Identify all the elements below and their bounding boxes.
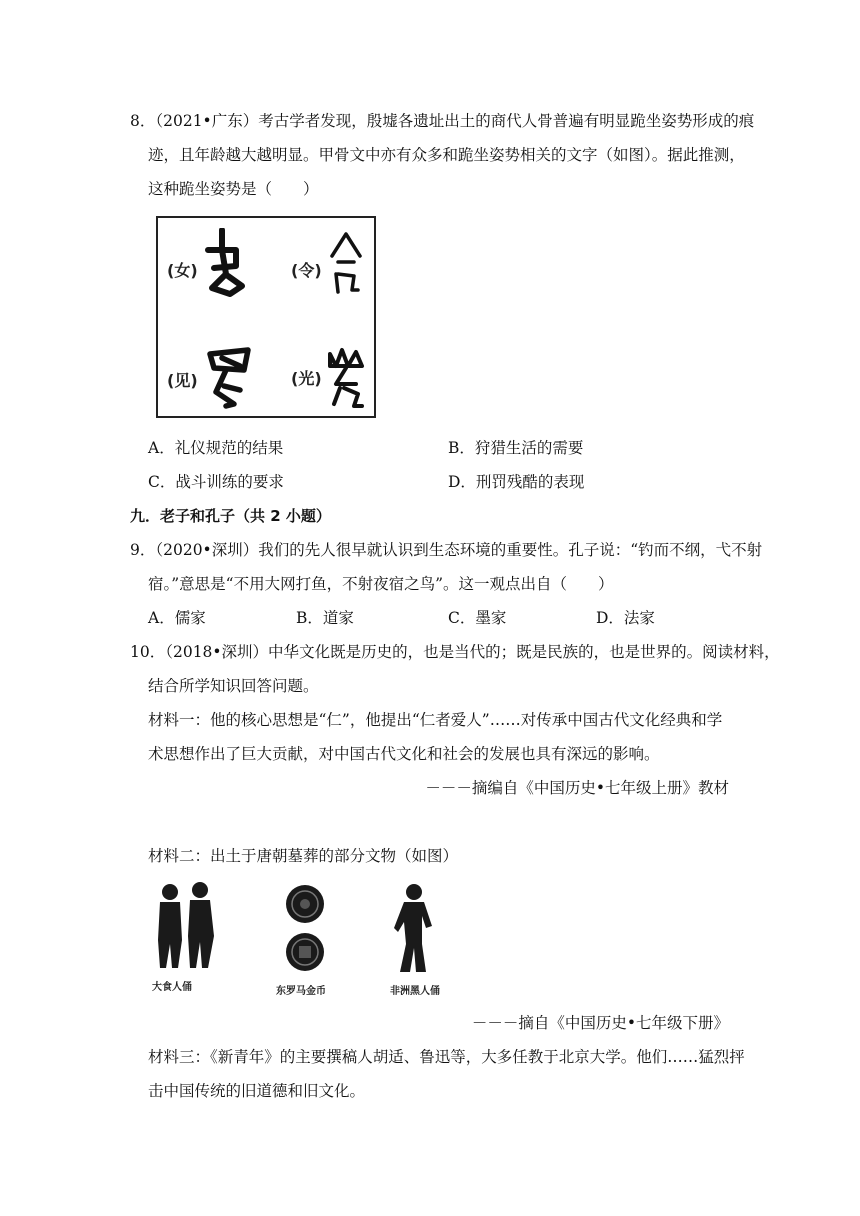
artifact-caption-african: 非洲黑人俑 xyxy=(390,986,440,997)
q10-line1: 10．（2018•深圳）中华文化既是历史的，也是当代的；既是民族的，也是世界的。阅读材料， xyxy=(130,643,780,661)
q9-option-c: C．墨家 xyxy=(448,609,507,627)
q8-option-b: B．狩猎生活的需要 xyxy=(448,439,584,457)
q8-line1: 8．（2021•广东）考古学者发现，殷墟各遗址出土的商代人骨普遍有明显跪坐姿势形成的痕 xyxy=(130,112,755,130)
tang-artifacts-figure xyxy=(148,878,458,998)
artifact-caption-arab: 大食人俑 xyxy=(152,982,192,993)
arab-figurine-image xyxy=(152,880,218,974)
q8-option-a: A．礼仪规范的结果 xyxy=(148,439,284,457)
glyph-label-nv: (女) xyxy=(167,261,198,280)
q9-option-b: B．道家 xyxy=(296,609,354,627)
section-title: 九．老子和孔子（共 2 小题） xyxy=(130,507,331,525)
oracle-bone-figure xyxy=(156,216,376,418)
african-figurine-image xyxy=(388,882,438,978)
q8-line2: 迹，且年龄越大越明显。甲骨文中亦有众多和跪坐姿势相关的文字（如图）。据此推测， xyxy=(148,146,745,164)
q8-line3: 这种跪坐姿势是（ ） xyxy=(148,180,319,198)
oracle-glyph-nv xyxy=(202,228,252,300)
material-2-line1: 材料二：出土于唐朝墓葬的部分文物（如图） xyxy=(148,847,459,865)
material-3-line2: 击中国传统的旧道德和旧文化。 xyxy=(148,1082,366,1100)
q10-line2: 结合所学知识回答问题。 xyxy=(148,677,319,695)
glyph-label-jian: (见) xyxy=(167,371,198,390)
material-3-line1: 材料三：《新青年》的主要撰稿人胡适、鲁迅等，大多任教于北京大学。他们……猛烈抨 xyxy=(148,1048,745,1066)
oracle-glyph-jian xyxy=(204,346,258,410)
q9-line1: 9．（2020•深圳）我们的先人很早就认识到生态环境的重要性。孔子说：“钓而不纲，弋不射 xyxy=(130,541,763,559)
byzantine-coin-image xyxy=(284,882,326,980)
oracle-glyph-guang xyxy=(326,344,368,410)
material-1-source: －－－摘编自《中国历史•七年级上册》教材 xyxy=(425,779,729,797)
material-1-line2: 术思想作出了巨大贡献，对中国古代文化和社会的发展也具有深远的影响。 xyxy=(148,745,660,763)
oracle-glyph-ling xyxy=(328,230,364,296)
q8-option-c: C．战斗训练的要求 xyxy=(148,473,284,491)
artifact-caption-coin: 东罗马金币 xyxy=(276,986,326,997)
q9-line2: 宿。”意思是“不用大网打鱼，不射夜宿之鸟”。这一观点出自（ ） xyxy=(148,575,614,593)
q9-option-d: D．法家 xyxy=(596,609,655,627)
material-1-line1: 材料一：他的核心思想是“仁”，他提出“仁者爱人”……对传承中国古代文化经典和学 xyxy=(148,711,723,729)
glyph-label-guang: (光) xyxy=(291,369,322,388)
material-2-source: －－－摘自《中国历史•七年级下册》 xyxy=(471,1014,729,1032)
q9-option-a: A．儒家 xyxy=(148,609,206,627)
glyph-label-ling: (令) xyxy=(291,261,322,280)
q8-option-d: D．刑罚残酷的表现 xyxy=(448,473,585,491)
